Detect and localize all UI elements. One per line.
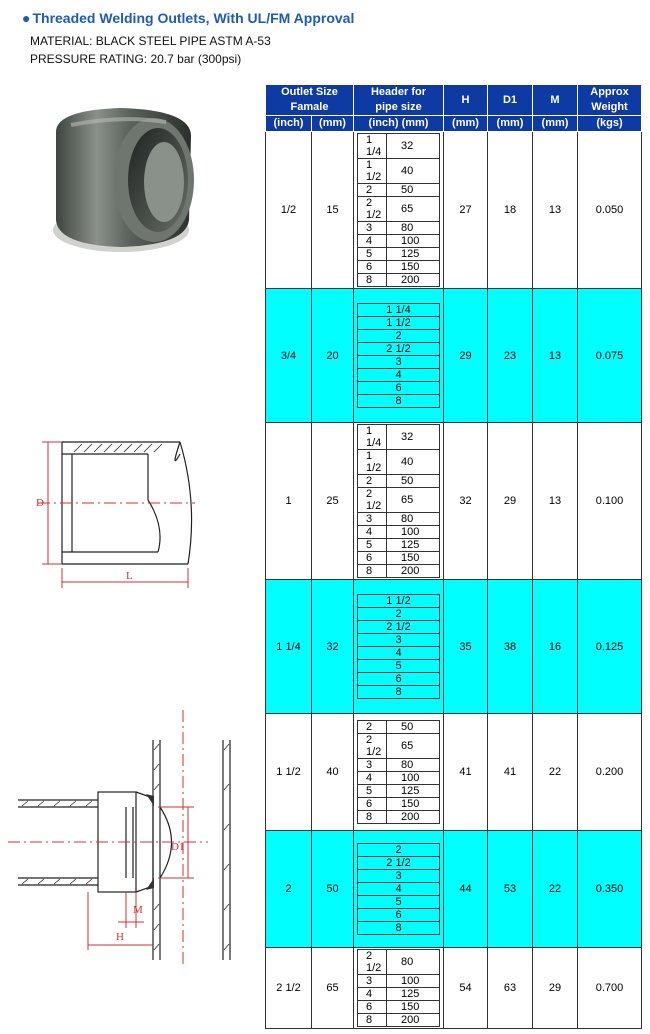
header-size-item	[358, 621, 440, 634]
header-size-inch: 1 1/2	[358, 159, 387, 184]
header-size-inch: 3	[358, 634, 440, 647]
cell-outlet-mm: 20	[312, 289, 354, 423]
cell-outlet-inch: 2 1/2	[266, 948, 312, 1029]
header-size-inch: 8	[358, 811, 387, 824]
header-size-mm: 200	[387, 811, 440, 824]
header-size-item	[358, 222, 440, 235]
header-size-mm: 200	[387, 1014, 440, 1027]
header-size-inch: 4	[358, 988, 387, 1001]
header-size-mm: 32	[387, 134, 440, 159]
header-size-item	[358, 734, 440, 759]
header-size-item	[358, 343, 440, 356]
pressure-rating: PRESSURE RATING: 20.7 bar (300psi)	[30, 52, 242, 66]
header-size-inch: 2	[358, 844, 440, 857]
header-size-item	[358, 235, 440, 248]
header-size-inch: 8	[358, 274, 387, 287]
header-size-item	[358, 450, 440, 475]
header-size-item	[358, 425, 440, 450]
header-size-item	[358, 909, 440, 922]
header-size-inch: 8	[358, 922, 440, 935]
header-size-inch: 4	[358, 647, 440, 660]
unit-weight: (kgs)	[578, 116, 642, 132]
header-size-inch: 3	[358, 356, 440, 369]
header-size-item	[358, 950, 440, 975]
header-size-item	[358, 772, 440, 785]
header-size-item	[358, 248, 440, 261]
header-size-inch: 5	[358, 539, 387, 552]
cell-outlet-inch: 1	[266, 423, 312, 580]
table-units-row	[266, 116, 642, 132]
header-size-item	[358, 759, 440, 772]
cell-d1: 53	[488, 831, 533, 948]
outlet-dimension-drawing	[30, 432, 200, 602]
header-size-item	[358, 539, 440, 552]
label-d: D	[36, 497, 44, 509]
cell-outlet-mm: 65	[312, 948, 354, 1029]
header-size-item	[358, 304, 440, 317]
page-title-text: Threaded Welding Outlets, With UL/FM Approval	[32, 10, 355, 26]
header-size-mm: 100	[387, 772, 440, 785]
col-weight-line1: Approx	[590, 86, 629, 98]
header-size-mm: 65	[387, 197, 440, 222]
table-row	[266, 580, 642, 714]
header-size-inch: 8	[358, 1014, 387, 1027]
header-size-mm: 50	[387, 721, 440, 734]
cell-m: 22	[533, 831, 578, 948]
cell-d1: 29	[488, 423, 533, 580]
installation-drawing	[8, 710, 248, 970]
cell-outlet-mm: 15	[312, 132, 354, 289]
header-size-list	[357, 843, 440, 935]
header-size-inch: 1 1/4	[358, 425, 387, 450]
header-size-item	[358, 686, 440, 699]
header-size-mm: 65	[387, 734, 440, 759]
col-weight	[578, 85, 642, 116]
header-size-item	[358, 785, 440, 798]
col-d1: D1	[488, 85, 533, 116]
header-size-mm: 50	[387, 475, 440, 488]
header-size-mm: 150	[387, 261, 440, 274]
cell-m: 13	[533, 132, 578, 289]
header-size-item	[358, 922, 440, 935]
cell-outlet-mm: 32	[312, 580, 354, 714]
header-size-inch: 2	[358, 330, 440, 343]
table-row	[266, 423, 642, 580]
header-size-item	[358, 660, 440, 673]
header-size-inch: 1 1/2	[358, 450, 387, 475]
header-size-item	[358, 197, 440, 222]
cell-h: 32	[444, 423, 488, 580]
header-size-item	[358, 1001, 440, 1014]
header-size-inch: 3	[358, 870, 440, 883]
header-size-inch: 5	[358, 785, 387, 798]
header-size-item	[358, 552, 440, 565]
cell-header-sizes	[354, 831, 444, 948]
cell-d1: 41	[488, 714, 533, 831]
header-size-item	[358, 634, 440, 647]
header-size-inch: 4	[358, 526, 387, 539]
header-size-item	[358, 988, 440, 1001]
cell-d1: 23	[488, 289, 533, 423]
header-size-inch: 3	[358, 975, 387, 988]
cell-weight: 0.125	[578, 580, 642, 714]
header-size-inch: 4	[358, 369, 440, 382]
header-size-item	[358, 673, 440, 686]
header-size-item	[358, 513, 440, 526]
label-l: L	[126, 570, 133, 582]
header-size-inch: 1 1/2	[358, 317, 440, 330]
header-size-mm: 50	[387, 184, 440, 197]
header-size-mm: 150	[387, 798, 440, 811]
header-size-mm: 80	[387, 759, 440, 772]
cell-m: 29	[533, 948, 578, 1029]
header-size-mm: 40	[387, 450, 440, 475]
table-body	[266, 132, 642, 1029]
cell-outlet-mm: 40	[312, 714, 354, 831]
header-size-item	[358, 475, 440, 488]
header-size-inch: 6	[358, 261, 387, 274]
col-outlet-size	[266, 85, 354, 116]
cell-h: 54	[444, 948, 488, 1029]
header-size-item	[358, 1014, 440, 1027]
cell-m: 13	[533, 423, 578, 580]
header-size-item	[358, 488, 440, 513]
spec-table	[265, 84, 642, 1029]
header-size-item	[358, 647, 440, 660]
cell-header-sizes	[354, 580, 444, 714]
header-size-inch: 2 1/2	[358, 488, 387, 513]
unit-m: (mm)	[533, 116, 578, 132]
header-size-item	[358, 608, 440, 621]
header-size-item	[358, 857, 440, 870]
header-size-item	[358, 184, 440, 197]
col-weight-line2: Weight	[591, 101, 628, 113]
col-outlet-size-line1: Outlet Size	[281, 86, 338, 98]
cell-header-sizes	[354, 423, 444, 580]
header-size-item	[358, 595, 440, 608]
header-size-inch: 8	[358, 686, 440, 699]
cell-weight: 0.350	[578, 831, 642, 948]
cell-d1: 18	[488, 132, 533, 289]
material-spec: MATERIAL: BLACK STEEL PIPE ASTM A-53	[30, 34, 271, 48]
cell-outlet-mm: 25	[312, 423, 354, 580]
header-size-inch: 5	[358, 896, 440, 909]
cell-weight: 0.200	[578, 714, 642, 831]
header-size-inch: 6	[358, 382, 440, 395]
header-size-mm: 80	[387, 950, 440, 975]
bullet-icon: ●	[22, 10, 31, 26]
table-row	[266, 289, 642, 423]
header-size-mm: 80	[387, 513, 440, 526]
header-size-inch: 6	[358, 1001, 387, 1014]
header-size-list	[357, 949, 440, 1027]
header-size-item	[358, 382, 440, 395]
cell-h: 27	[444, 132, 488, 289]
header-size-inch: 4	[358, 883, 440, 896]
label-m: M	[133, 904, 143, 916]
col-h: H	[444, 85, 488, 116]
header-size-item	[358, 811, 440, 824]
cell-d1: 63	[488, 948, 533, 1029]
table-row	[266, 831, 642, 948]
header-size-mm: 150	[387, 552, 440, 565]
header-size-item	[358, 330, 440, 343]
header-size-inch: 6	[358, 798, 387, 811]
header-size-inch: 5	[358, 660, 440, 673]
header-size-item	[358, 870, 440, 883]
header-size-mm: 100	[387, 975, 440, 988]
cell-h: 44	[444, 831, 488, 948]
header-size-mm: 200	[387, 565, 440, 578]
header-size-item	[358, 896, 440, 909]
header-size-inch: 2	[358, 184, 387, 197]
header-size-inch: 1 1/4	[358, 134, 387, 159]
header-size-mm: 40	[387, 159, 440, 184]
header-size-item	[358, 356, 440, 369]
col-m: M	[533, 85, 578, 116]
cell-m: 16	[533, 580, 578, 714]
header-size-item	[358, 844, 440, 857]
header-size-inch: 6	[358, 552, 387, 565]
cell-h: 41	[444, 714, 488, 831]
header-size-mm: 80	[387, 222, 440, 235]
col-header-for	[354, 85, 444, 116]
cell-weight: 0.700	[578, 948, 642, 1029]
cell-header-sizes	[354, 948, 444, 1029]
header-size-item	[358, 721, 440, 734]
header-size-inch: 1 1/2	[358, 595, 440, 608]
header-size-inch: 5	[358, 248, 387, 261]
header-size-mm: 100	[387, 235, 440, 248]
header-size-item	[358, 975, 440, 988]
cell-weight: 0.100	[578, 423, 642, 580]
unit-mm: (mm)	[312, 116, 354, 132]
header-size-inch: 4	[358, 235, 387, 248]
header-size-mm: 65	[387, 488, 440, 513]
header-size-item	[358, 134, 440, 159]
header-size-mm: 200	[387, 274, 440, 287]
cell-m: 13	[533, 289, 578, 423]
header-size-inch: 2 1/2	[358, 343, 440, 356]
col-header-for-line2: pipe size	[375, 101, 422, 113]
col-outlet-size-line2: Famale	[290, 101, 329, 113]
header-size-mm: 125	[387, 539, 440, 552]
outlet-photo	[26, 80, 226, 280]
header-size-inch: 6	[358, 909, 440, 922]
unit-header-inch: (inch)	[368, 117, 399, 129]
cell-header-sizes	[354, 289, 444, 423]
header-size-inch: 2	[358, 608, 440, 621]
header-size-item	[358, 395, 440, 408]
header-size-item	[358, 261, 440, 274]
unit-inch: (inch)	[266, 116, 312, 132]
header-size-mm: 125	[387, 785, 440, 798]
cell-outlet-inch: 1/2	[266, 132, 312, 289]
table-row	[266, 948, 642, 1029]
unit-header-mm: (mm)	[401, 117, 429, 129]
header-size-list	[357, 303, 440, 408]
header-size-inch: 2 1/2	[358, 197, 387, 222]
header-size-list	[357, 133, 440, 287]
cell-header-sizes	[354, 132, 444, 289]
cell-outlet-inch: 1 1/2	[266, 714, 312, 831]
cell-header-sizes	[354, 714, 444, 831]
header-size-mm: 125	[387, 988, 440, 1001]
cell-outlet-mm: 50	[312, 831, 354, 948]
cell-d1: 38	[488, 580, 533, 714]
header-size-inch: 2 1/2	[358, 857, 440, 870]
page-title	[22, 10, 354, 26]
header-size-inch: 4	[358, 772, 387, 785]
cell-outlet-inch: 1 1/4	[266, 580, 312, 714]
header-size-item	[358, 159, 440, 184]
header-size-inch: 6	[358, 673, 440, 686]
header-size-inch: 2	[358, 721, 387, 734]
header-size-item	[358, 565, 440, 578]
header-size-item	[358, 274, 440, 287]
header-size-inch: 3	[358, 759, 387, 772]
header-size-list	[357, 424, 440, 578]
header-size-inch: 8	[358, 395, 440, 408]
header-size-inch: 3	[358, 222, 387, 235]
table-row	[266, 714, 642, 831]
cell-h: 29	[444, 289, 488, 423]
cell-weight: 0.075	[578, 289, 642, 423]
cell-m: 22	[533, 714, 578, 831]
header-size-mm: 150	[387, 1001, 440, 1014]
cell-outlet-inch: 2	[266, 831, 312, 948]
header-size-mm: 125	[387, 248, 440, 261]
table-row	[266, 132, 642, 289]
header-size-inch: 8	[358, 565, 387, 578]
header-size-item	[358, 369, 440, 382]
unit-h: (mm)	[444, 116, 488, 132]
header-size-item	[358, 317, 440, 330]
cell-weight: 0.050	[578, 132, 642, 289]
header-size-inch: 1 1/4	[358, 304, 440, 317]
header-size-inch: 2	[358, 475, 387, 488]
header-size-inch: 3	[358, 513, 387, 526]
header-size-list	[357, 720, 440, 824]
header-size-mm: 100	[387, 526, 440, 539]
cell-outlet-inch: 3/4	[266, 289, 312, 423]
unit-d1: (mm)	[488, 116, 533, 132]
label-d1: D1	[171, 841, 185, 853]
unit-header	[354, 116, 444, 132]
header-size-inch: 2 1/2	[358, 621, 440, 634]
header-size-item	[358, 526, 440, 539]
header-size-list	[357, 594, 440, 699]
cell-h: 35	[444, 580, 488, 714]
header-size-inch: 2 1/2	[358, 734, 387, 759]
col-header-for-line1: Header for	[370, 86, 427, 98]
header-size-item	[358, 798, 440, 811]
table-header-row	[266, 85, 642, 116]
header-size-item	[358, 883, 440, 896]
header-size-mm: 32	[387, 425, 440, 450]
label-h: H	[116, 931, 124, 943]
header-size-inch: 2 1/2	[358, 950, 387, 975]
